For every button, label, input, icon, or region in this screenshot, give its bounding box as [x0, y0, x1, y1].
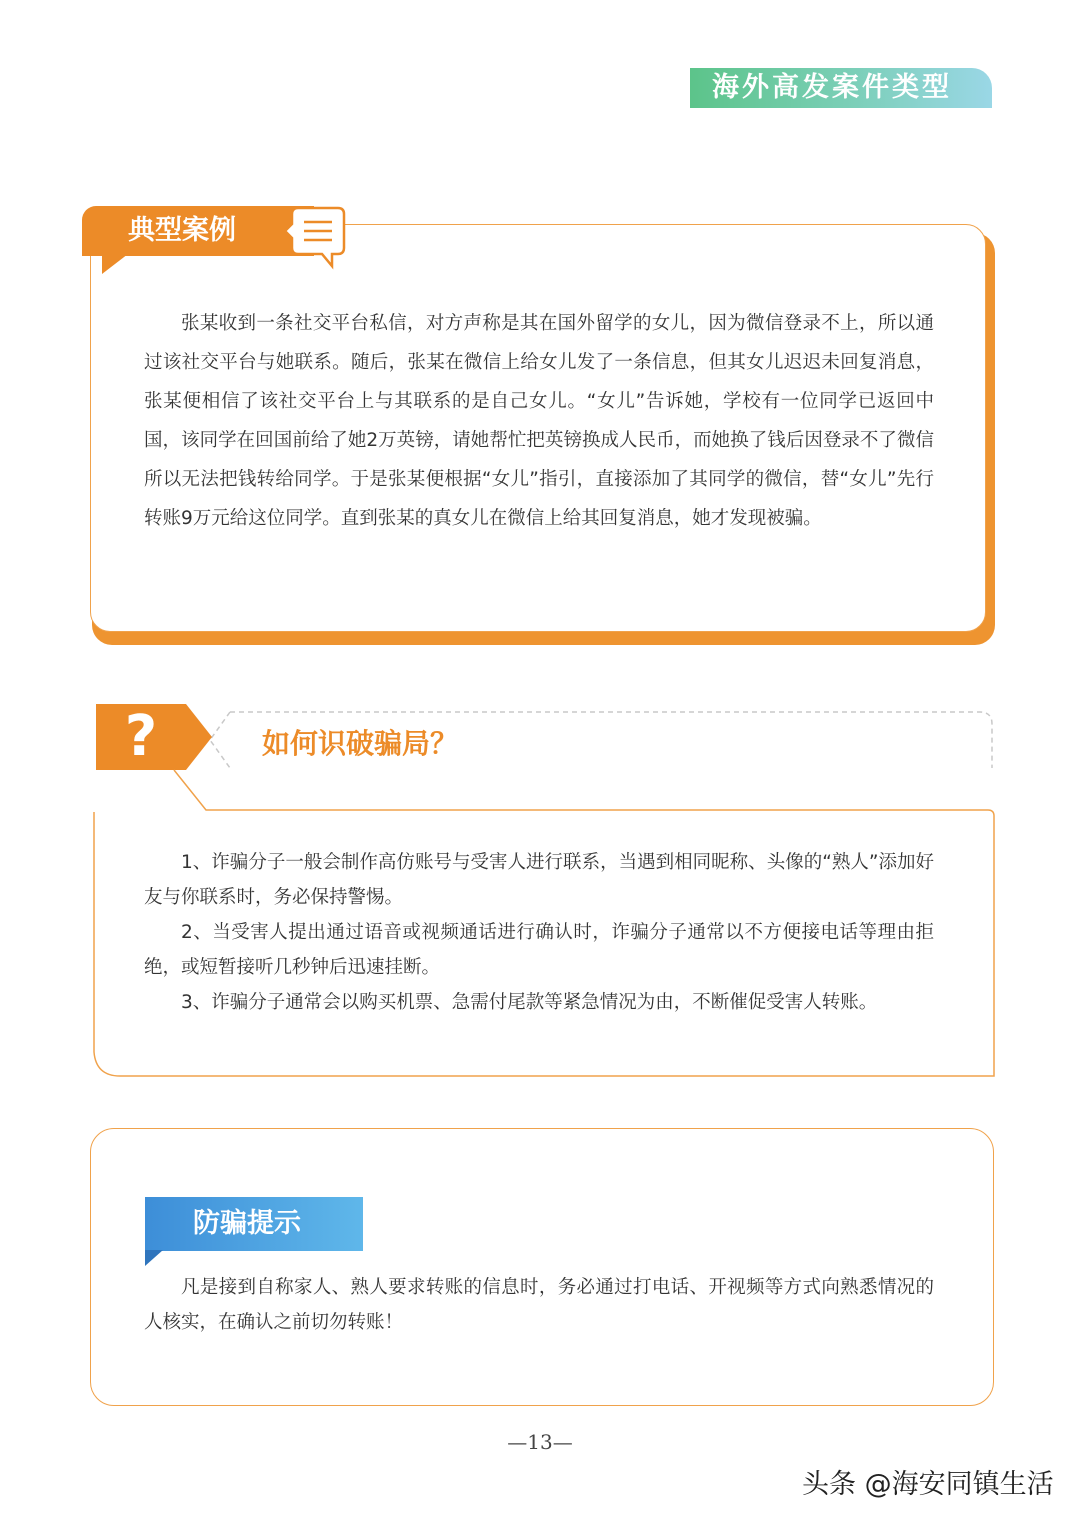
case-description: 张某收到一条社交平台私信，对方声称是其在国外留学的女儿，因为微信登录不上，所以通过该社交平台与她联系。随后，张某在微信上给女儿发了一条信息，但其女儿迟迟未回复消息，张某便相信了该社交平台上与其联系的是自己女儿。“女儿”告诉她，学校有一位同学已返回中国，该同学在回国前给了她2万英镑，请她帮忙把英镑换成人民币，而她换了钱后因登录不了微信所以无法把钱转给同学。于是张某便根据“女儿”指引，直接添加了其同学的微信，替“女儿”先行转账9万元给这位同学。直到张某的真女儿在微信上给其回复消息，她才发现被骗。: [144, 313, 934, 529]
tip-item: 1、诈骗分子一般会制作高仿账号与受害人进行联系，当遇到相同昵称、头像的“熟人”添加好友与你联系时，务必保持警惕。: [144, 852, 934, 908]
question-block-arrow: [186, 704, 212, 770]
warning-tab: 防骗提示: [145, 1197, 363, 1251]
warning-tab-tail: [145, 1250, 163, 1266]
question-mark-icon: ?: [96, 704, 186, 770]
watermark: 头条 @海安同镇生活: [802, 1469, 1054, 1500]
case-tab: 典型案例: [82, 206, 314, 256]
tip-item: 3、诈骗分子通常会以购买机票、急需付尾款等紧急情况为由，不断催促受害人转账。: [181, 992, 878, 1013]
speech-bubble-icon: [284, 204, 348, 270]
warning-box: [90, 1128, 994, 1406]
section-title-banner: 海外高发案件类型: [690, 68, 992, 108]
tip-item: 2、当受害人提出通过语音或视频通话进行确认时，诈骗分子通常以不方便接电话等理由拒绝，或短暂接听几秒钟后迅速挂断。: [144, 922, 934, 978]
warning-text: 凡是接到自称家人、熟人要求转账的信息时，务必通过打电话、开视频等方式向熟悉情况的人核实，在确认之前切勿转账！: [144, 1277, 934, 1333]
tips-list: [144, 845, 934, 1020]
identify-title: 如何识破骗局？: [262, 727, 459, 760]
page-number: —13—: [507, 1430, 573, 1454]
case-tab-tail: [102, 254, 128, 274]
